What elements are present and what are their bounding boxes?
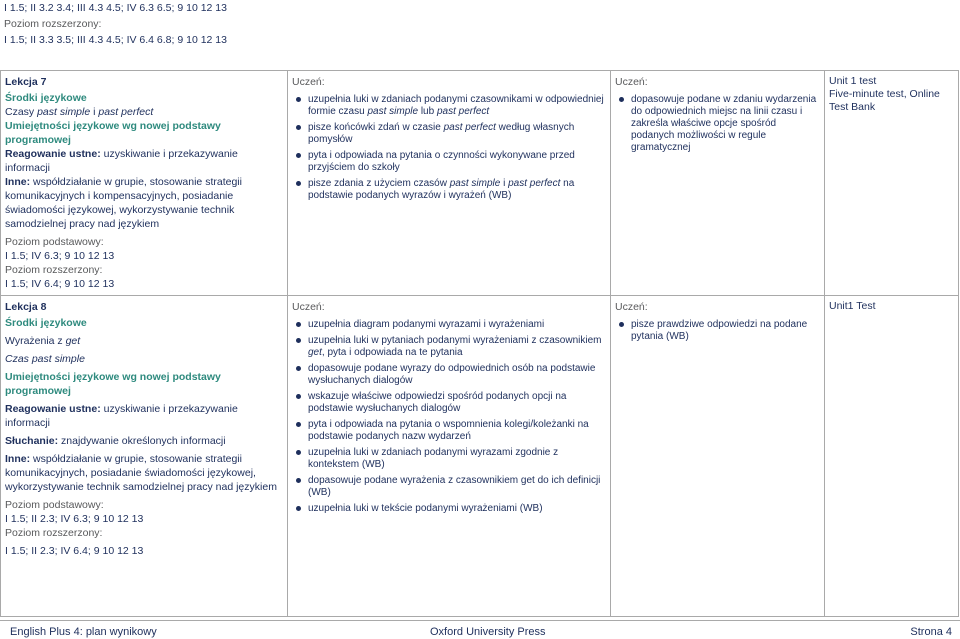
lesson-8-basic-requirements-cell — [288, 296, 611, 617]
other-skills: Inne: współdziałanie w grupie, stosowanie strategii komunikacyjnych, posiadanie świadomości językowej, wykorzystywanie technik samodzielnej pracy nad językiem — [5, 453, 277, 493]
unit-test-label: Unit 1 test — [829, 75, 877, 87]
basic-level-codes: I 1.5; II 2.3; IV 6.3; 9 10 12 13 — [5, 513, 144, 525]
lesson-7-basic-requirements-cell — [288, 71, 611, 296]
unit-test-extra: Five-minute test, Online Test Bank — [829, 88, 940, 113]
table-row-lesson-8 — [1, 296, 959, 617]
table-row-lesson-7 — [1, 71, 959, 296]
grammar-topic: Czasy past simple i past perfect — [5, 106, 154, 118]
activity-list — [292, 94, 606, 202]
list-item: uzupełnia luki w pytaniach podanymi wyrażeniami z czasownikiem get, pyta i odpowiada na te pytania — [308, 335, 606, 359]
footer-publisher: Oxford University Press — [430, 626, 546, 638]
list-item: pyta i odpowiada na pytania o czynności wykonywane przed przyjściem do szkoły — [308, 150, 606, 174]
lesson-7-assessment-cell — [825, 71, 959, 296]
footer-page-number: Strona 4 — [910, 626, 952, 638]
list-item: pisze prawdziwe odpowiedzi na podane pytania (WB) — [631, 319, 820, 343]
skills-heading: Umiejętności językowe wg nowej podstawy programowej — [5, 120, 221, 146]
list-item: pisze zdania z użyciem czasów past simple i past perfect na podstawie podanych wyrazów i wyrażeń (WB) — [308, 178, 606, 202]
learner-label: Uczeń: — [292, 76, 325, 88]
list-item: uzupełnia luki w tekście podanymi wyrażeniami (WB) — [308, 503, 606, 515]
learner-label: Uczeń: — [292, 301, 325, 313]
list-item: dopasowuje podane wyrazy do odpowiednich osób na podstawie wysłuchanych dialogów — [308, 363, 606, 387]
list-item: uzupełnia diagram podanymi wyrazami i wyrażeniami — [308, 319, 606, 331]
language-means-heading: Środki językowe — [5, 317, 87, 329]
listening-skill: Słuchanie: znajdywanie określonych informacji — [5, 435, 226, 447]
lesson-8-scope-cell — [1, 296, 288, 617]
lesson-title: Lekcja 8 — [5, 301, 47, 313]
extended-level-label: Poziom rozszerzony: — [5, 527, 103, 539]
list-item: uzupełnia luki w zdaniach podanymi wyrazami zgodnie z kontekstem (WB) — [308, 447, 606, 471]
learner-label: Uczeń: — [615, 301, 648, 313]
speaking-skill: Reagowanie ustne: uzyskiwanie i przekazywanie informacji — [5, 403, 238, 429]
activity-list — [292, 319, 606, 515]
grammar-topic: Czas past simple — [5, 353, 85, 365]
extended-level-label: Poziom rozszerzony: — [5, 264, 103, 276]
activity-list — [615, 319, 820, 343]
list-item: pisze końcówki zdań w czasie past perfect według własnych pomysłów — [308, 122, 606, 146]
top-extended-codes: I 1.5; II 3.3 3.5; III 4.3 4.5; IV 6.4 6.8; 9 10 12 13 — [4, 34, 227, 46]
lesson-8-assessment-cell — [825, 296, 959, 617]
list-item: wskazuje właściwe odpowiedzi spośród podanych opcji na podstawie wysłuchanych dialogów — [308, 391, 606, 415]
unit-test-label: Unit1 Test — [829, 300, 876, 312]
lesson-7-extended-requirements-cell — [611, 71, 825, 296]
lesson-7-scope-cell — [1, 71, 288, 296]
other-skills: Inne: współdziałanie w grupie, stosowanie strategii komunikacyjnych i kompensacyjnych, posiadanie świadomości językowej, wykorzystywanie technik samodzielnej pracy nad językiem — [5, 176, 242, 230]
lesson-8-extended-requirements-cell — [611, 296, 825, 617]
speaking-skill: Reagowanie ustne: uzyskiwanie i przekazywanie informacji — [5, 148, 238, 174]
list-item: dopasowuje podane wyrażenia z czasownikiem get do ich definicji (WB) — [308, 475, 606, 499]
vocabulary-topic: Wyrażenia z get — [5, 335, 81, 347]
learner-label: Uczeń: — [615, 76, 648, 88]
activity-list — [615, 94, 820, 154]
footer-title: English Plus 4: plan wynikowy — [10, 626, 157, 638]
lesson-plan-table — [0, 70, 959, 617]
previous-row-continuation — [4, 0, 227, 48]
extended-level-codes: I 1.5; IV 6.4; 9 10 12 13 — [5, 278, 115, 290]
basic-level-label: Poziom podstawowy: — [5, 236, 104, 248]
lesson-title: Lekcja 7 — [5, 76, 47, 88]
skills-heading: Umiejętności językowe wg nowej podstawy programowej — [5, 371, 221, 397]
language-means-heading: Środki językowe — [5, 92, 87, 104]
top-extended-level-label: Poziom rozszerzony: — [4, 18, 102, 30]
basic-level-label: Poziom podstawowy: — [5, 499, 104, 511]
basic-level-codes: I 1.5; IV 6.3; 9 10 12 13 — [5, 250, 115, 262]
footer-divider — [0, 620, 960, 621]
top-basic-codes: I 1.5; II 3.2 3.4; III 4.3 4.5; IV 6.3 6.5; 9 10 12 13 — [4, 2, 227, 14]
list-item: dopasowuje podane w zdaniu wydarzenia do odpowiednich miejsc na linii czasu i zakreśla właściwe opcje spośród podanych możliwości w regule gramatycznej — [631, 94, 820, 154]
list-item: pyta i odpowiada na pytania o wspomnienia kolegi/koleżanki na podstawie podanych nazw wydarzeń — [308, 419, 606, 443]
list-item: uzupełnia luki w zdaniach podanymi czasownikami w odpowiedniej formie czasu past simple lub past perfect — [308, 94, 606, 118]
extended-level-codes: I 1.5; II 2.3; IV 6.4; 9 10 12 13 — [5, 545, 144, 557]
